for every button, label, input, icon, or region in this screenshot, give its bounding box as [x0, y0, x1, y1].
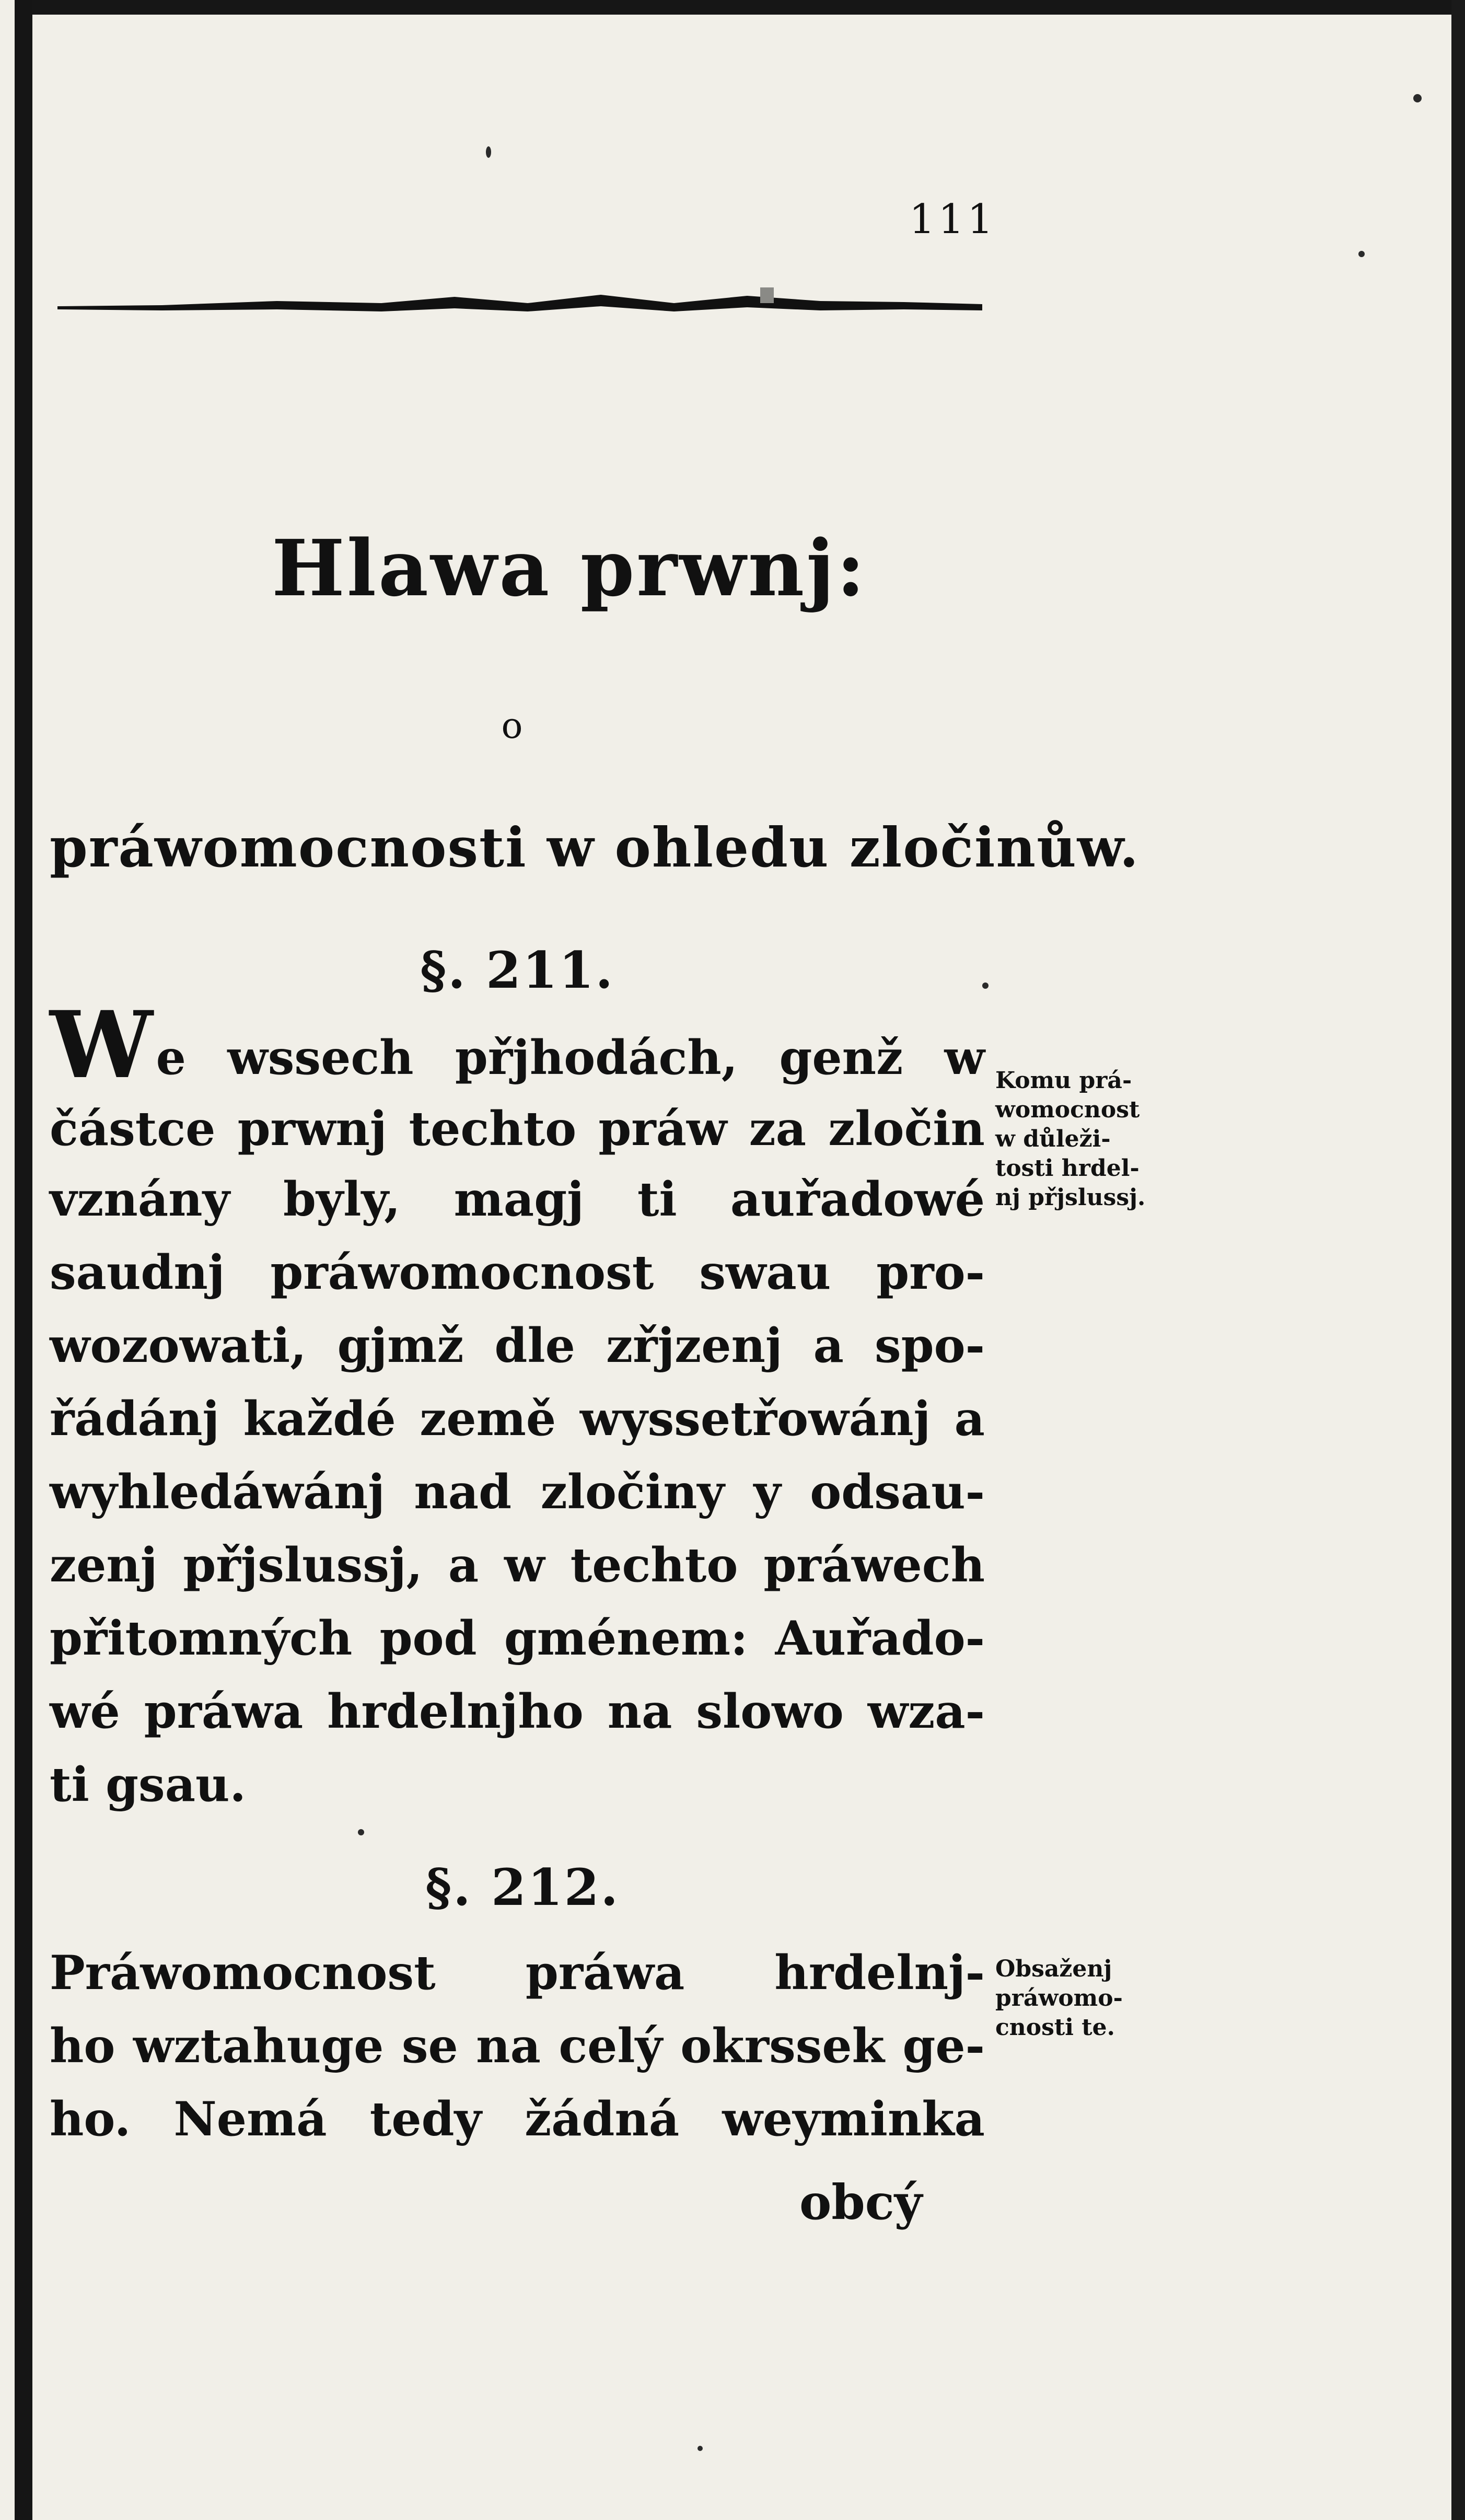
margin-note-line: womocnost	[995, 1096, 1140, 1123]
page-number: 111	[909, 196, 996, 243]
text-line: vznány byly, magj ti auřadowé	[50, 1172, 985, 1227]
section-number-211: §. 211.	[420, 941, 614, 1000]
margin-note-line: Komu prá-	[995, 1067, 1132, 1094]
text-line: wyhledáwánj nad zločiny y odsau-	[50, 1464, 985, 1520]
paper-speck	[982, 982, 989, 989]
text-line: přitomných pod gménem: Auřado-	[50, 1611, 985, 1666]
paper-speck	[486, 146, 491, 158]
margin-note-line: práwomo-	[995, 1985, 1123, 2012]
text-line: částce prwnj techto práw za zločin	[50, 1101, 985, 1157]
page-top-edge	[0, 0, 1465, 15]
text-line: ho. Nemá tedy žádná weyminka	[50, 2091, 985, 2147]
margin-note-line: w důleži-	[995, 1126, 1111, 1152]
text-line-content: e wssech přjhodách, genž w	[156, 1030, 985, 1085]
text-line: wozowati, gjmž dle zřjzenj a spo-	[50, 1318, 985, 1373]
ornamental-rule	[57, 287, 982, 319]
catchword: obcý	[799, 2174, 923, 2230]
margin-note-line: cnosti te.	[995, 2014, 1115, 2041]
text-line: ho wztahuge se na celý okrssek ge-	[50, 2018, 985, 2074]
chapter-connector: o	[501, 706, 523, 747]
text-line: wé práwa hrdelnjho na slowo wza-	[50, 1684, 985, 1739]
page-binding-edge	[0, 0, 32, 2520]
paper-speck	[1358, 251, 1365, 257]
text-line: Práwomocnost práwa hrdelnj-	[50, 1945, 985, 2001]
text-line: zenj přjslussj, a w techto práwech	[50, 1538, 985, 1593]
paper-speck	[358, 1829, 364, 1835]
margin-note-line: nj přjslussj.	[995, 1184, 1146, 1211]
paper-speck	[697, 2446, 703, 2451]
text-line	[50, 991, 985, 1099]
section-number-212: §. 212.	[425, 1858, 620, 1917]
margin-note-211	[995, 1066, 1191, 1212]
text-line: saudnj práwomocnost swau pro-	[50, 1245, 985, 1300]
margin-note-line: Obsaženj	[995, 1956, 1112, 1982]
paper-speck	[1413, 94, 1422, 102]
margin-note-212	[995, 1955, 1191, 2042]
chapter-subtitle: práwomocnosti w ohledu zločinůw.	[50, 815, 1140, 880]
page-right-edge	[1451, 0, 1465, 2520]
margin-note-line: tosti hrdel-	[995, 1155, 1140, 1182]
drop-cap: W	[50, 991, 153, 1099]
text-line: řádánj každé země wyssetřowánj a	[50, 1391, 985, 1447]
chapter-title: Hlawa prwnj:	[272, 523, 867, 614]
text-line: ti gsau.	[50, 1757, 246, 1812]
